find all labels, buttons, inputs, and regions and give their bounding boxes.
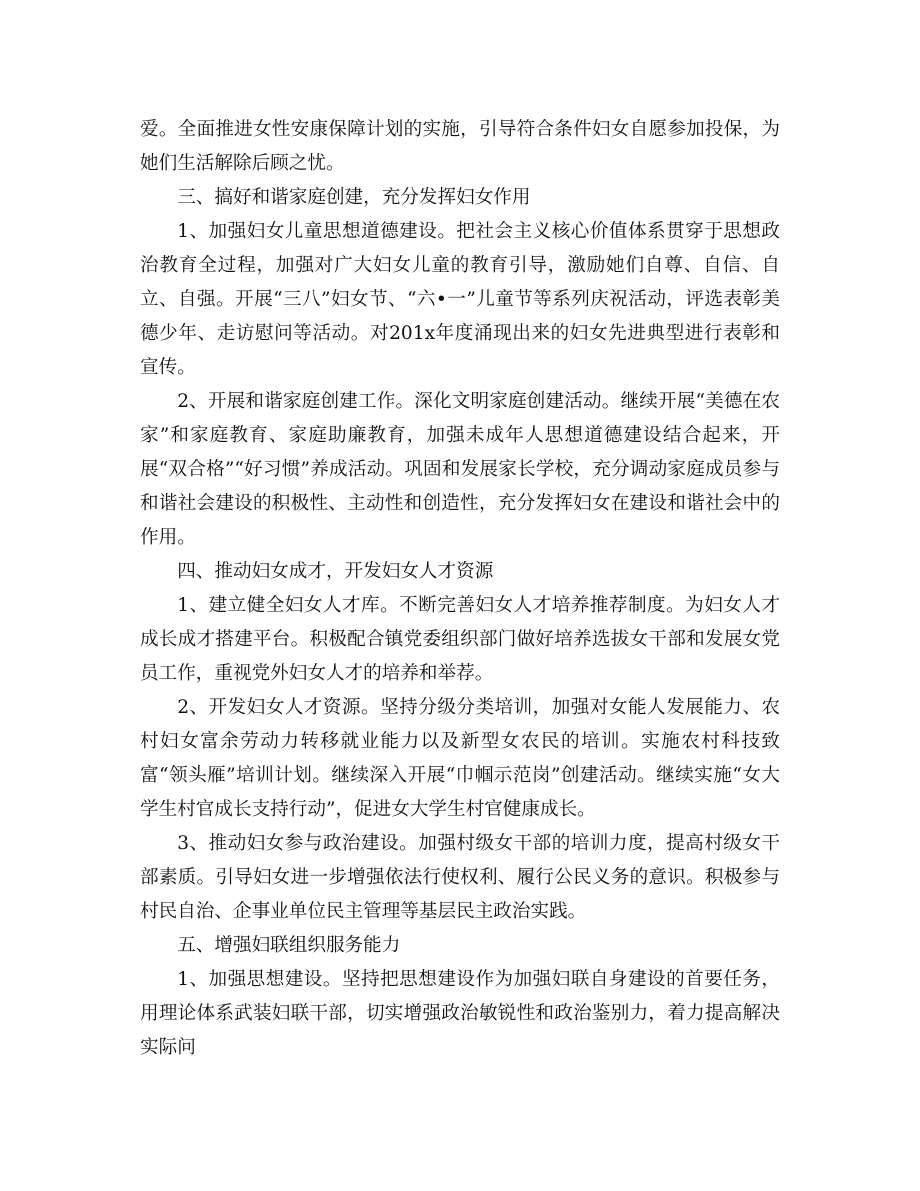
section-heading-5: 五、增强妇联组织服务能力 <box>177 935 401 956</box>
section-heading-4: 四、推动妇女成才，开发妇女人才资源 <box>177 561 494 582</box>
section-heading-3: 三、搞好和谐家庭创建，充分发挥妇女作用 <box>177 187 531 208</box>
paragraph: 2、开展和谐家庭创建工作。深化文明家庭创建活动。继续开展“美德在农家”和家庭教育、家庭助廉教育，加强未成年人思想道德建设结合起来，开展“双合格”“好习惯”养成活动。巩固和发展家长学校，充分调动家庭成员参与和谐社会建设的积极性、主动性和创造性，充分发挥妇女在建设和谐社会中的作用。 <box>140 391 780 548</box>
paragraph: 1、建立健全妇女人才库。不断完善妇女人才培养推荐制度。为妇女人才成长成才搭建平台。积极配合镇党委组织部门做好培养选拔女干部和发展女党员工作，重视党外妇女人才的培养和举荐。 <box>140 595 780 684</box>
paragraph-continuation: 爱。全面推进女性安康保障计划的实施，引导符合条件妇女自愿参加投保，为她们生活解除后顾之忧。 <box>140 119 780 174</box>
document-body <box>140 113 780 1065</box>
paragraph: 3、推动妇女参与政治建设。加强村级女干部的培训力度，提高村级女干部素质。引导妇女进一步增强依法行使权利、履行公民义务的意识。积极参与村民自治、企事业单位民主管理等基层民主政治实践。 <box>140 833 780 922</box>
paragraph: 2、开发妇女人才资源。坚持分级分类培训，加强对女能人发展能力、农村妇女富余劳动力转移就业能力以及新型女农民的培训。实施农村科技致富“领头雁”培训计划。继续深入开展“巾帼示范岗”创建活动。继续实施“女大学生村官成长支持行动”，促进女大学生村官健康成长。 <box>140 697 780 820</box>
paragraph: 1、加强妇女儿童思想道德建设。把社会主义核心价值体系贯穿于思想政治教育全过程，加强对广大妇女儿童的教育引导，激励她们自尊、自信、自立、自强。开展“三八”妇女节、“六•一”儿童节等系列庆祝活动，评选表彰美德少年、走访慰问等活动。对201x年度涌现出来的妇女先进典型进行表彰和宣传。 <box>140 221 780 378</box>
paragraph: 1、加强思想建设。坚持把思想建设作为加强妇联自身建设的首要任务，用理论体系武装妇联干部，切实增强政治敏锐性和政治鉴别力，着力提高解决实际问 <box>140 969 780 1058</box>
